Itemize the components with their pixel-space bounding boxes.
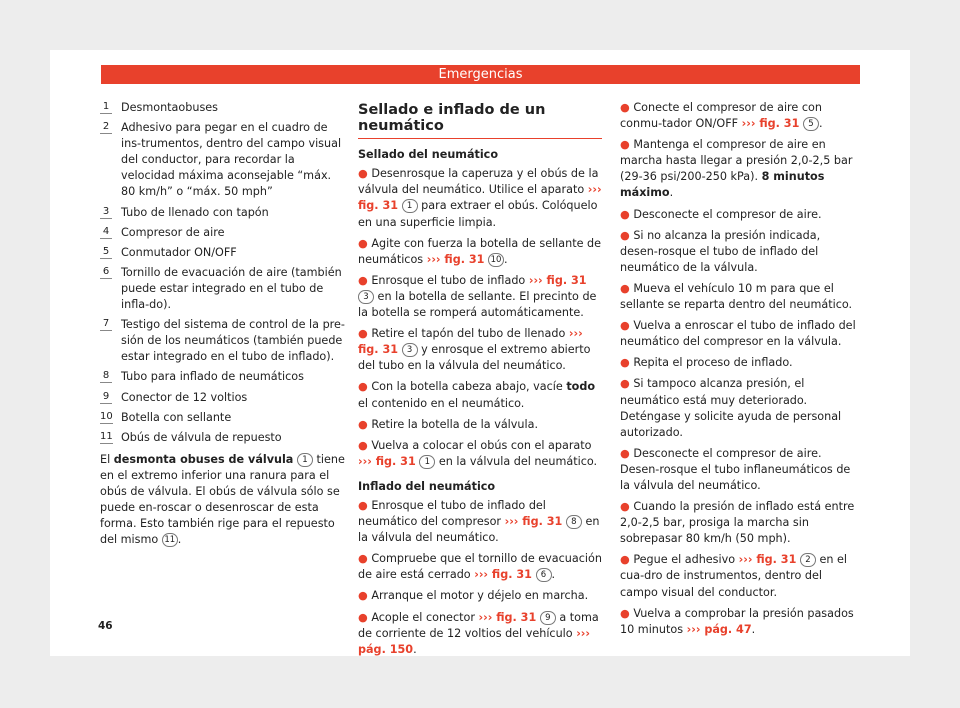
figure-link[interactable]: ››› fig. 31 <box>738 553 797 567</box>
legend-item: 7 Testigo del sistema de control de la pre-sión de los neumáticos (también puede estar integrado en el tubo de inflado). <box>100 317 348 365</box>
legend-item: 9 Conector de 12 voltios <box>100 390 348 406</box>
legend-item: 4 Compresor de aire <box>100 225 348 241</box>
figure-link[interactable]: ››› fig. 31 <box>358 327 583 357</box>
legend-item: 3 Tubo de llenado con tapón <box>100 205 348 221</box>
legend-item: 2 Adhesivo para pegar en el cuadro de ins-trumentos, dentro del campo visual del conductor, para recordar la velocidad máxima aconsejable “máx. 80 km/h” o “máx. 50 mph” <box>100 120 348 200</box>
instructions-column <box>358 100 602 663</box>
item-number: 1 <box>402 199 418 213</box>
figure-link[interactable]: ››› fig. 31 <box>358 183 602 213</box>
figure-link[interactable]: ››› fig. 31 <box>358 454 416 468</box>
item-number: 10 <box>100 410 113 422</box>
legend-item: 1 Desmontaobuses <box>100 100 348 116</box>
legend-column <box>100 100 348 548</box>
subheading: Inflado del neumático <box>358 479 496 493</box>
legend-item: 10 Botella con sellante <box>100 410 232 424</box>
item-number: 9 <box>100 391 112 404</box>
item-number: 3 <box>358 290 374 304</box>
item-number: 3 <box>100 206 112 219</box>
bullet-item: ● Vuelva a enroscar el tubo de inflado del neumático del compresor en la válvula. <box>620 319 856 349</box>
bullet-item: ● Retire la botella de la válvula. <box>358 417 539 431</box>
item-number: 5 <box>803 117 819 131</box>
item-number: 3 <box>402 343 418 357</box>
item-number: 11 <box>162 533 178 547</box>
bullet-item: ● Mantenga el compresor de aire en marcha hasta llegar a presión 2,0-2,5 bar (29-36 psi/200-250 kPa). 8 minutos máximo. <box>620 138 853 200</box>
bullet-item: ● Agite con fuerza la botella de sellante de neumáticos ››› fig. 31 10 . <box>358 236 602 266</box>
valve-tool-paragraph: El desmonta obuses de válvula 1 tiene en el extremo inferior una ranura para el obús de válvula. El obús de válvula sólo se puede en-roscar o desenroscar de esta forma. Esto también rige para el repuesto del mismo 11 . <box>100 452 345 547</box>
item-number: 7 <box>100 318 112 331</box>
bullet-item: ● Mueva el vehículo 10 m para que el sellante se reparta dentro del neumático. <box>620 281 853 312</box>
bullet-item: ● Conecte el compresor de aire con conmu-tador ON/OFF ››› fig. 31 5 . <box>620 101 823 131</box>
bullet-item: ● Enrosque el tubo de inflado del neumático del compresor ››› fig. 31 8 en la válvula del neumático. <box>358 498 600 545</box>
figure-link[interactable]: ››› fig. 31 <box>426 252 485 266</box>
bullet-item: ● Enrosque el tubo de inflado ››› fig. 31 3 en la botella de sellante. El precinto de la botella se romperá automáticamente. <box>358 273 597 320</box>
bullet-item: ● Vuelva a comprobar la presión pasados 10 minutos ››› pág. 47. <box>620 606 854 636</box>
figure-link[interactable]: ››› fig. 31 <box>504 515 563 529</box>
bullet-item: ● Repita el proceso de inflado. <box>620 356 793 370</box>
item-number: 6 <box>536 568 552 582</box>
figure-link[interactable]: ››› fig. 31 <box>474 568 532 582</box>
bullet-item: ● Desconecte el compresor de aire. Desen-rosque el tubo inflaneumáticos de la válvula del neumático. <box>620 446 851 492</box>
item-number: 8 <box>566 515 582 529</box>
item-number: 6 <box>100 266 112 279</box>
figure-link[interactable]: ››› fig. 31 <box>528 273 587 287</box>
bullet-item: ● Compruebe que el tornillo de evacuación de aire está cerrado ››› fig. 31 6 . <box>358 552 602 582</box>
page-number: 46 <box>98 620 113 632</box>
bullet-item: ● Pegue el adhesivo ››› fig. 31 2 en el cua-dro de instrumentos, dentro del campo visual del conductor. <box>620 553 848 599</box>
item-number: 10 <box>488 253 504 267</box>
bullet-item: ● Vuelva a colocar el obús con el aparato ››› fig. 31 1 en la válvula del neumático. <box>358 438 598 468</box>
item-number: 2 <box>100 121 112 134</box>
bullet-item: ● Desconecte el compresor de aire. <box>620 207 822 221</box>
item-number: 5 <box>100 246 112 259</box>
bullet-item: ● Acople el conector ››› fig. 31 9 a toma de corriente de 12 voltios del vehículo ››› pág. 150. <box>358 610 599 656</box>
legend-item: 8 Tubo para inflado de neumáticos <box>100 369 348 385</box>
page-header: Emergencias <box>101 65 860 84</box>
item-number: 1 <box>419 455 435 469</box>
item-number: 9 <box>540 611 556 625</box>
item-number: 1 <box>100 101 112 114</box>
bullet-item: ● Si no alcanza la presión indicada, desen-rosque el tubo de inflado del neumático de la válvula. <box>620 228 821 274</box>
bullet-item: ● Si tampoco alcanza presión, el neumático está muy deteriorado. Deténgase y solicite ayuda de personal autorizado. <box>620 377 842 439</box>
item-number: 2 <box>800 553 816 567</box>
legend-item: 5 Conmutador ON/OFF <box>100 245 348 261</box>
legend-item: 6 Tornillo de evacuación de aire (también puede estar integrado en el tubo de infla-do). <box>100 265 348 313</box>
bullet-item: ● Con la botella cabeza abajo, vacíe todo el contenido en el neumático. <box>358 380 596 410</box>
page-link[interactable]: ››› pág. 47 <box>686 622 752 636</box>
instructions-column-2 <box>620 100 860 643</box>
legend-item: 11 Obús de válvula de repuesto <box>100 430 282 444</box>
bullet-item: ● Cuando la presión de inflado está entre 2,0-2,5 bar, prosiga la marcha sin sobrepasar 80 km/h (50 mph). <box>620 500 855 546</box>
section-title: Sellado e inflado de un neumático <box>358 100 602 139</box>
bullet-item: ● Arranque el motor y déjelo en marcha. <box>358 589 589 603</box>
page-link[interactable]: ››› pág. 150 <box>358 626 591 656</box>
item-number: 4 <box>100 226 112 239</box>
subheading: Sellado del neumático <box>358 148 499 162</box>
bullet-item: ● Desenrosque la caperuza y el obús de la válvula del neumático. Utilice el aparato ››› fig. 31 1 para extraer el obús. Colóquelo en una superficie limpia. <box>358 167 602 229</box>
item-number: 8 <box>100 370 112 383</box>
item-number: 11 <box>100 430 113 442</box>
figure-link[interactable]: ››› fig. 31 <box>741 117 800 131</box>
bullet-item: ● Retire el tapón del tubo de llenado ››› fig. 31 3 y enrosque el extremo abierto del tubo en la válvula del neumático. <box>358 327 591 373</box>
figure-link[interactable]: ››› fig. 31 <box>478 610 537 624</box>
item-number: 1 <box>297 453 313 467</box>
